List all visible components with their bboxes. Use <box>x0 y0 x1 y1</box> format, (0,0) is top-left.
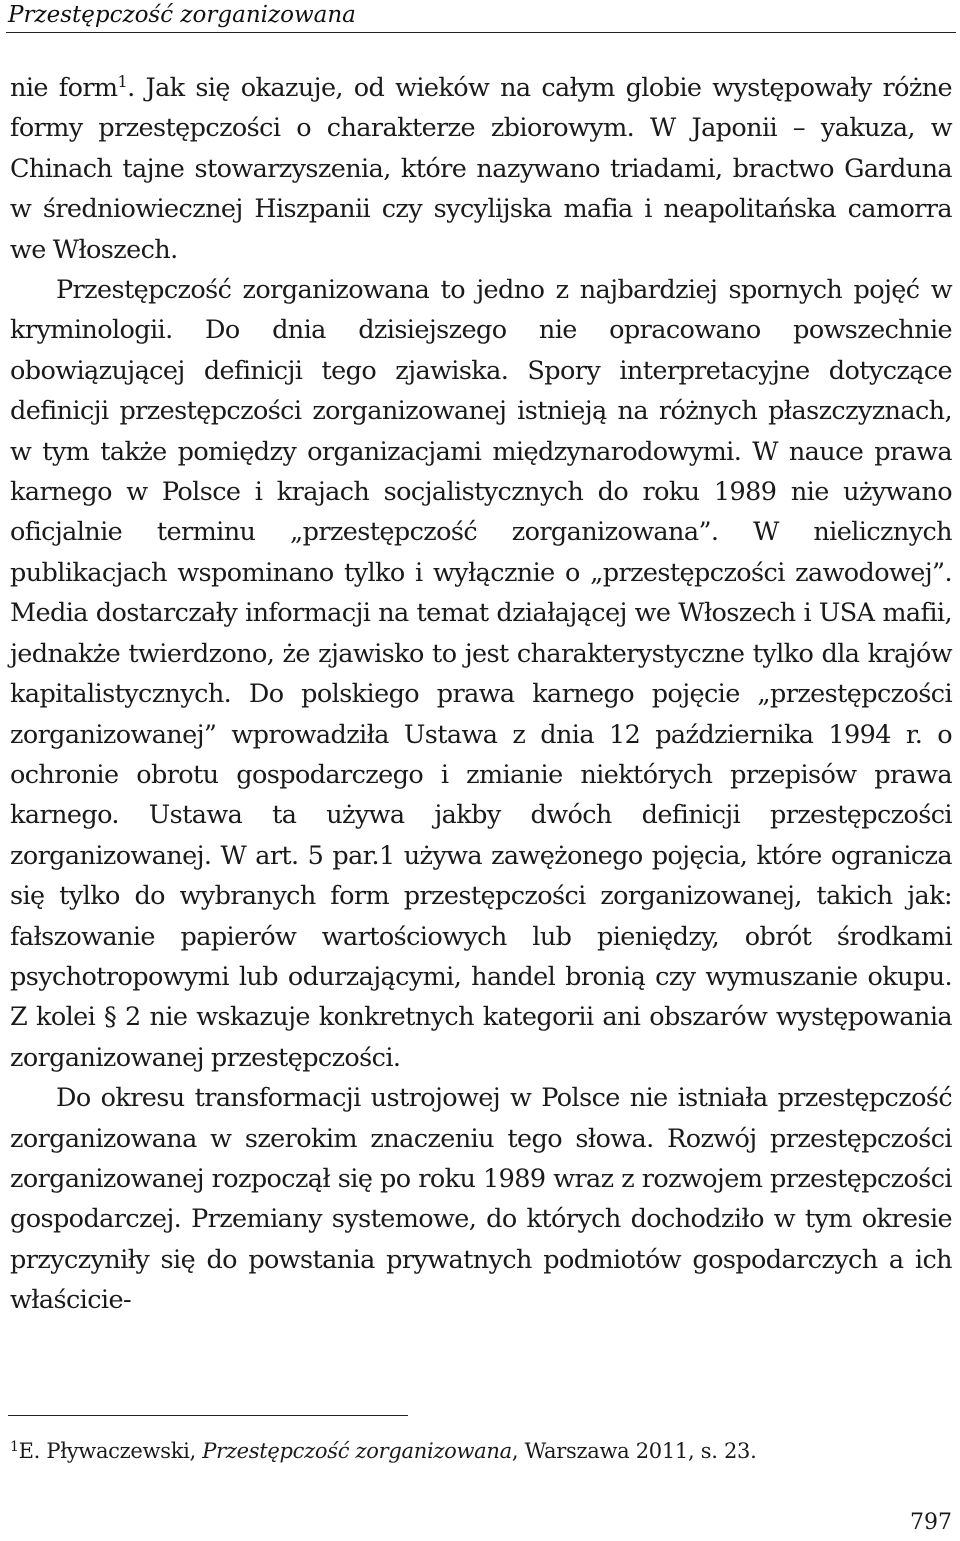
paragraph-3: Do okresu transformacji ustrojowej w Polsce nie istniała przestępczość zorganizowana w szerokim znaczeniu tego słowa. Rozwój przestępczości zorganizowanej rozpoczął się po roku 1989 wraz z rozwojem przestępczości gospodarczej. Przemiany systemowe, do których dochodziło w tym okresie przyczyniły się do powstania prywatnych podmiotów gospodarczych a ich właścicie- <box>10 1083 952 1316</box>
footnote-rest: , Warszawa 2011, s. 23. <box>511 1439 757 1463</box>
page-number: 797 <box>910 1510 952 1535</box>
paragraph-1-text: . Jak się okazuje, od wieków na całym globie występowały różne formy przestępczości o charakterze zbiorowym. W Japonii – yakuza, w Chinach tajne stowarzyszenia, które nazywano triadami, bractwo Garduna w średniowiecznej Hiszpanii czy sycylijska mafia i neapolitańska camorra we Włoszech. <box>10 73 953 265</box>
body-text <box>10 68 952 1321</box>
footnote-title: Przestępczość zorganizowana <box>202 1439 512 1463</box>
paragraph-1-lead: nie form <box>10 73 118 103</box>
footnote-reference[interactable]: 1 <box>117 72 128 91</box>
footnote-rule <box>8 1415 408 1416</box>
running-head: Przestępczość zorganizowana <box>8 2 356 28</box>
paragraph-1 <box>10 68 952 270</box>
header-rule <box>6 32 956 33</box>
footnote-number: 1 <box>10 1439 19 1455</box>
footnote-author: E. Pływaczewski, <box>18 1439 203 1463</box>
footnote <box>10 1433 756 1469</box>
paragraph-2: Przestępczość zorganizowana to jedno z najbardziej spornych pojęć w kryminologii. Do dnia dzisiejszego nie opracowano powszechnie obowiązującej definicji tego zjawiska. Spory interpretacyjne dotyczące definicji przestępczości zorganizowanej istnieją na różnych płaszczyznach, w tym także pomiędzy organizacjami międzynarodowymi. W nauce prawa karnego w Polsce i krajach socjalistycznych do roku 1989 nie używano oficjalnie terminu „przestępczość zorganizowana”. W nielicznych publikacjach wspominano tylko i wyłącznie o „przestępczości zawodowej”. Media dostarczały informacji na temat działającej we Włoszech i USA mafii, jednakże twierdzono, że zjawisko to jest charakterystyczne tylko dla krajów kapitalistycznych. Do polskiego prawa karnego pojęcie „przestępczości zorganizowanej” wprowadziła Ustawa z dnia 12 października 1994 r. o ochronie obrotu gospodarczego i zmianie niektórych przepisów prawa karnego. Ustawa ta używa jakby dwóch definicji przestępczości zorganizowanej. W art. 5 par.1 używa zawężonego pojęcia, które ogranicza się tylko do wybranych form przestępczości zorganizowanej, takich jak: fałszowanie papierów wartościowych lub pieniędzy, obrót środkami psychotropowymi lub odurzającymi, handel bronią czy wymuszanie okupu. Z kolei § 2 nie wskazuje konkretnych kategorii ani obszarów występowania zorganizowanej przestępczości. <box>10 275 952 1073</box>
